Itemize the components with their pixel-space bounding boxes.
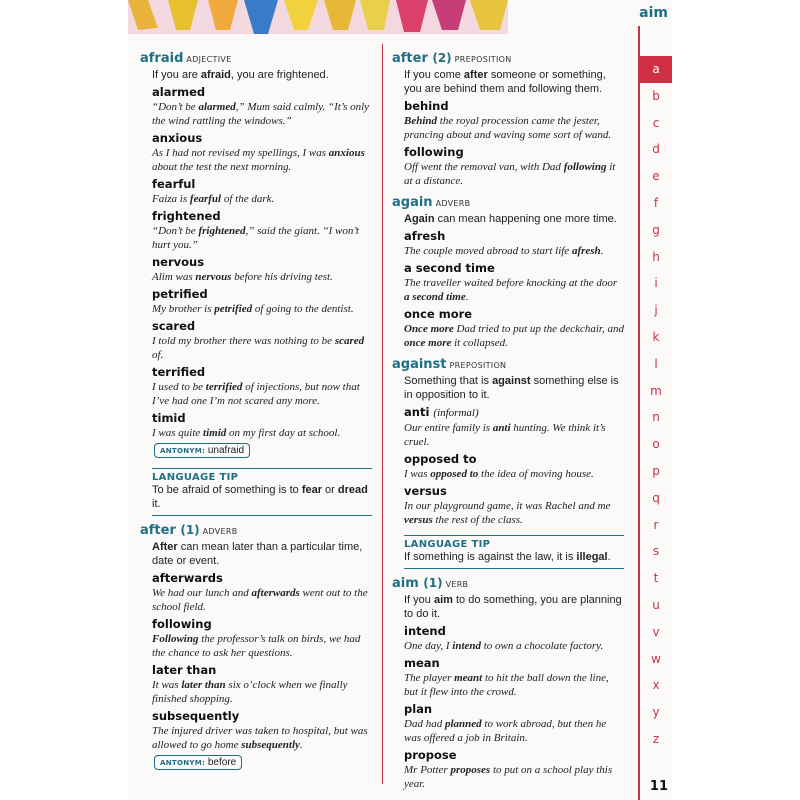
example-sentence (404, 717, 624, 745)
text-run: hunting. We think it’s cruel. (404, 422, 606, 448)
language-tip-text (152, 483, 372, 511)
text-run: I used to be (152, 381, 206, 393)
example-sentence (152, 380, 372, 408)
example-sentence (404, 671, 624, 699)
bold-word: a second time (404, 291, 466, 303)
language-tip-box (152, 468, 372, 516)
bold-word: planned (444, 718, 482, 730)
example-sentence (404, 499, 624, 527)
text-run: If something is against the law, it is (404, 551, 577, 563)
part-of-speech: PREPOSITION (449, 361, 507, 370)
synonym-word: scared (152, 319, 196, 333)
bold-word: anti (492, 422, 511, 434)
bold-word: Behind (404, 115, 438, 127)
headword: again (392, 195, 433, 210)
text-run: Off went the removal van, with Dad (404, 161, 564, 173)
column-divider (382, 44, 383, 784)
text-run: can mean happening one more time. (434, 213, 617, 225)
bold-word: fearful (189, 193, 222, 205)
alphabet-tab-z[interactable]: z (652, 731, 660, 746)
sense-number: (1) (423, 576, 443, 590)
headword: after (392, 51, 428, 66)
headword-line (392, 575, 624, 593)
bold-word: meant (454, 672, 483, 684)
bold-word: following (563, 161, 607, 173)
bold-word: illegal (576, 551, 608, 563)
example-sentence (404, 114, 624, 142)
antonym-box (154, 755, 242, 770)
synonym (152, 617, 372, 632)
text-run: The traveller waited before knocking at the door (404, 277, 618, 289)
synonym-word: subsequently (152, 709, 240, 723)
text-run: the royal procession came the jester, prancing about and waving some sort of wand. (404, 115, 612, 141)
sense-number: (1) (180, 523, 200, 537)
left-column (140, 44, 372, 772)
alphabet-tab-x[interactable]: x (652, 678, 660, 693)
text-run: If you come (404, 69, 464, 81)
synonym (404, 145, 624, 160)
synonym-word: frightened (152, 209, 221, 223)
bold-word: nervous (195, 271, 232, 283)
synonym (152, 255, 372, 270)
bold-word: dread (337, 484, 368, 496)
alphabet-tab-a[interactable]: a (640, 56, 672, 83)
definition (404, 212, 624, 226)
synonym-word: alarmed (152, 85, 206, 99)
text-run: One day, I (404, 640, 453, 652)
text-run: We had our lunch and (152, 587, 252, 599)
text-run: ,” Mum said calmly. “It’s only the wind rattling the windows.” (152, 101, 370, 127)
text-run: six o’clock when we finally finished shopping. (152, 679, 348, 705)
language-tip-box (404, 535, 624, 569)
synonym (404, 452, 624, 467)
synonym (152, 365, 372, 380)
synonym-word: following (404, 145, 464, 159)
antonym-value: before (207, 757, 237, 768)
text-run: Dad had (404, 718, 445, 730)
part-of-speech: VERB (445, 580, 469, 589)
example-sentence (404, 160, 624, 188)
alphabet-tab-d[interactable]: d (652, 142, 660, 157)
text-run: Our entire family is (404, 422, 493, 434)
headword-line (392, 194, 624, 212)
bold-word: intend (452, 640, 481, 652)
bold-word: petrified (214, 303, 253, 315)
text-run: to put on a school play this year. (404, 764, 613, 790)
bold-word: afraid (200, 69, 231, 81)
synonym (152, 209, 372, 224)
alphabet-tab-f[interactable]: f (653, 195, 659, 210)
alphabet-tab-g[interactable]: g (652, 222, 660, 237)
synonym (404, 624, 624, 639)
bold-word: frightened (198, 225, 246, 237)
definition (404, 593, 624, 621)
text-run: If you are (152, 69, 201, 81)
text-run: The player (404, 672, 455, 684)
antonym-label: ANTONYM: (160, 447, 206, 455)
text-run: or (322, 484, 338, 496)
example-sentence (152, 586, 372, 614)
example-sentence (152, 334, 372, 362)
example-sentence (152, 632, 372, 660)
example-sentence (404, 763, 624, 791)
text-run: something else is in opposition to it. (404, 375, 619, 401)
text-run: I told my brother there was nothing to be (152, 335, 335, 347)
headword-line (140, 522, 372, 540)
text-run: As I had not revised my spellings, I was (152, 147, 329, 159)
bold-word: opposed to (430, 468, 479, 480)
alphabet-tabs (640, 56, 672, 753)
synonym-word: fearful (152, 177, 196, 191)
synonym (152, 663, 372, 678)
alphabet-tab-u[interactable]: u (652, 597, 660, 612)
page-number: 11 (649, 779, 668, 794)
example-sentence (152, 192, 372, 206)
alphabet-tab-r[interactable]: r (653, 517, 659, 532)
synonym (404, 307, 624, 322)
bold-word: Following (152, 633, 199, 645)
synonym (404, 229, 624, 244)
bold-word: afresh (571, 245, 601, 257)
synonym-word: behind (404, 99, 449, 113)
bold-word: fear (301, 484, 322, 496)
text-run: . (600, 245, 604, 257)
alphabet-tab-t[interactable]: t (653, 571, 659, 586)
definition (404, 374, 624, 402)
text-run: The injured driver was taken to hospital, but was allowed to go home (152, 725, 368, 751)
alphabet-tab-n[interactable]: n (652, 410, 660, 425)
example-sentence (404, 467, 624, 481)
running-head: aim (639, 5, 668, 21)
example-sentence (404, 244, 624, 258)
alphabet-tab-q[interactable]: q (652, 490, 660, 505)
alphabet-tab-h[interactable]: h (652, 249, 660, 264)
bold-word: once more (404, 337, 452, 349)
headword: afraid (140, 51, 184, 66)
bold-word: anxious (328, 147, 365, 159)
alphabet-tab-m[interactable]: m (650, 383, 662, 398)
language-tip-text (404, 550, 624, 564)
text-run: The couple moved abroad to start life (404, 245, 572, 257)
synonym-word: intend (404, 624, 446, 638)
text-run: Alim was (152, 271, 196, 283)
bold-word: Again (404, 213, 435, 225)
text-run: “Don’t be (152, 101, 199, 113)
text-run: of the dark. (221, 193, 275, 205)
synonym (152, 411, 372, 426)
synonym (152, 319, 372, 334)
text-run: to own a chocolate factory. (481, 640, 604, 652)
alphabet-tab-w[interactable]: w (651, 651, 661, 666)
bold-word: later than (181, 679, 226, 691)
example-sentence (152, 724, 372, 752)
headword: after (140, 523, 176, 538)
language-tip-title: LANGUAGE TIP (152, 472, 239, 483)
text-run: My brother is (152, 303, 215, 315)
text-run: of. (152, 349, 164, 361)
synonym-word: afterwards (152, 571, 223, 585)
bold-word: proposes (450, 764, 491, 776)
synonym (152, 287, 372, 302)
example-sentence (152, 678, 372, 706)
alphabet-tab-j[interactable]: j (654, 303, 658, 318)
synonym (152, 709, 372, 724)
text-run: . (607, 551, 611, 563)
text-run: before his driving test. (231, 271, 333, 283)
text-run: “Don’t be (152, 225, 199, 237)
example-sentence (404, 322, 624, 350)
antonym-box (154, 443, 250, 458)
synonym (152, 131, 372, 146)
alphabet-tab-l[interactable]: l (654, 356, 658, 371)
colored-pencil-decoration (128, 0, 508, 34)
example-sentence (152, 146, 372, 174)
example-sentence (404, 276, 624, 304)
language-tip-title: LANGUAGE TIP (404, 539, 491, 550)
synonym (404, 702, 624, 717)
text-run: the rest of the class. (432, 514, 523, 526)
alphabet-tab-o[interactable]: o (652, 437, 660, 452)
example-sentence (152, 224, 372, 252)
text-run: . (465, 291, 469, 303)
bold-word: scared (334, 335, 365, 347)
text-run: If you (404, 594, 434, 606)
text-run: the idea of moving house. (478, 468, 594, 480)
synonym-word: following (152, 617, 212, 631)
synonym-word: anti (404, 405, 430, 419)
text-run: to work abroad, but then he was offered a job in Britain. (404, 718, 607, 744)
bold-word: After (152, 541, 178, 553)
bold-word: alarmed (198, 101, 236, 113)
text-run: the professor’s talk on birds, we had the chance to ask her questions. (152, 633, 361, 659)
example-sentence (152, 302, 372, 316)
synonym (404, 99, 624, 114)
text-run: went out to the school field. (152, 587, 368, 613)
bold-word: against (492, 375, 531, 387)
part-of-speech: ADVERB (202, 527, 238, 536)
synonym-word: terrified (152, 365, 206, 379)
bold-word: afterwards (251, 587, 300, 599)
alphabet-tab-i[interactable]: i (654, 276, 658, 291)
text-run: Faiza is (152, 193, 190, 205)
alphabet-tab-y[interactable]: y (652, 705, 660, 720)
sense-number: (2) (432, 51, 452, 65)
text-run: In our playground game, it was Rachel and me (404, 500, 611, 512)
text-run: it collapsed. (451, 337, 508, 349)
part-of-speech: ADJECTIVE (186, 55, 232, 64)
definition (152, 540, 372, 568)
part-of-speech: PREPOSITION (454, 55, 512, 64)
example-sentence (152, 426, 372, 440)
text-run: of injections, but now that I’ve had one I’m not scared any more. (152, 381, 360, 407)
bold-word: Once more (404, 323, 454, 335)
synonym-word: afresh (404, 229, 446, 243)
alphabet-tab-p[interactable]: p (652, 463, 660, 478)
usage-note: (informal) (433, 407, 479, 419)
definition (152, 68, 372, 82)
bold-word: timid (203, 427, 227, 439)
synonym (152, 571, 372, 586)
synonym-word: timid (152, 411, 186, 425)
synonym-word: later than (152, 663, 217, 677)
bold-word: aim (433, 594, 453, 606)
part-of-speech: ADVERB (435, 199, 471, 208)
text-run: Dad tried to put up the deckchair, and (453, 323, 624, 335)
synonym-word: a second time (404, 261, 495, 275)
text-run: can mean later than a particular time, date or event. (152, 541, 363, 567)
text-run: Something that is (404, 375, 493, 387)
alphabet-tab-s[interactable]: s (652, 544, 660, 559)
synonym-word: nervous (152, 255, 205, 269)
bold-word: subsequently (241, 739, 300, 751)
synonym-word: once more (404, 307, 473, 321)
headword: aim (392, 576, 419, 591)
text-run: , you are frightened. (230, 69, 329, 81)
alphabet-tab-k[interactable]: k (652, 329, 660, 344)
text-run: I was (404, 468, 431, 480)
synonym (152, 85, 372, 100)
synonym (404, 748, 624, 763)
text-run: on my first day at school. (226, 427, 341, 439)
headword: against (392, 357, 447, 372)
dictionary-page (128, 0, 672, 800)
text-run: to do something, you are planning to do it. (404, 594, 622, 620)
synonym (404, 261, 624, 276)
example-sentence (152, 270, 372, 284)
text-run: It was (152, 679, 182, 691)
headword-line (140, 50, 372, 68)
example-sentence (404, 421, 624, 449)
synonym-word: opposed to (404, 452, 477, 466)
synonym (152, 177, 372, 192)
bold-word: versus (404, 514, 433, 526)
text-run: . (299, 739, 303, 751)
definition (404, 68, 624, 96)
synonym (404, 656, 624, 671)
text-run: it. (152, 498, 161, 510)
text-run: of going to the dentist. (252, 303, 354, 315)
antonym-value: unafraid (207, 445, 245, 456)
synonym-word: anxious (152, 131, 203, 145)
synonym (404, 405, 624, 421)
alphabet-tab-c[interactable]: c (652, 115, 660, 130)
example-sentence (152, 100, 372, 128)
synonym-word: mean (404, 656, 440, 670)
synonym-word: petrified (152, 287, 208, 301)
bold-word: terrified (205, 381, 243, 393)
synonym-word: propose (404, 748, 457, 762)
bold-word: after (463, 69, 488, 81)
text-run: it at a distance. (404, 161, 616, 187)
synonym-word: plan (404, 702, 433, 716)
example-sentence (404, 639, 624, 653)
synonym (404, 484, 624, 499)
headword-line (392, 356, 624, 374)
alphabet-tab-e[interactable]: e (652, 169, 660, 184)
text-run: I was quite (152, 427, 204, 439)
headword-line (392, 50, 624, 68)
alphabet-tab-v[interactable]: v (652, 624, 660, 639)
antonym-label: ANTONYM: (160, 759, 206, 767)
alphabet-tab-b[interactable]: b (652, 88, 660, 103)
text-run: about the test the next morning. (152, 161, 292, 173)
text-run: Mr Potter (404, 764, 451, 776)
right-column (392, 44, 624, 791)
text-run: someone or something, you are behind them and following them. (404, 69, 606, 95)
synonym-word: versus (404, 484, 447, 498)
text-run: ,” said the giant. “I won’t hurt you.” (152, 225, 359, 251)
text-run: To be afraid of something is to (152, 484, 302, 496)
text-run: to hit the ball down the line, but it flew into the crowd. (404, 672, 609, 698)
